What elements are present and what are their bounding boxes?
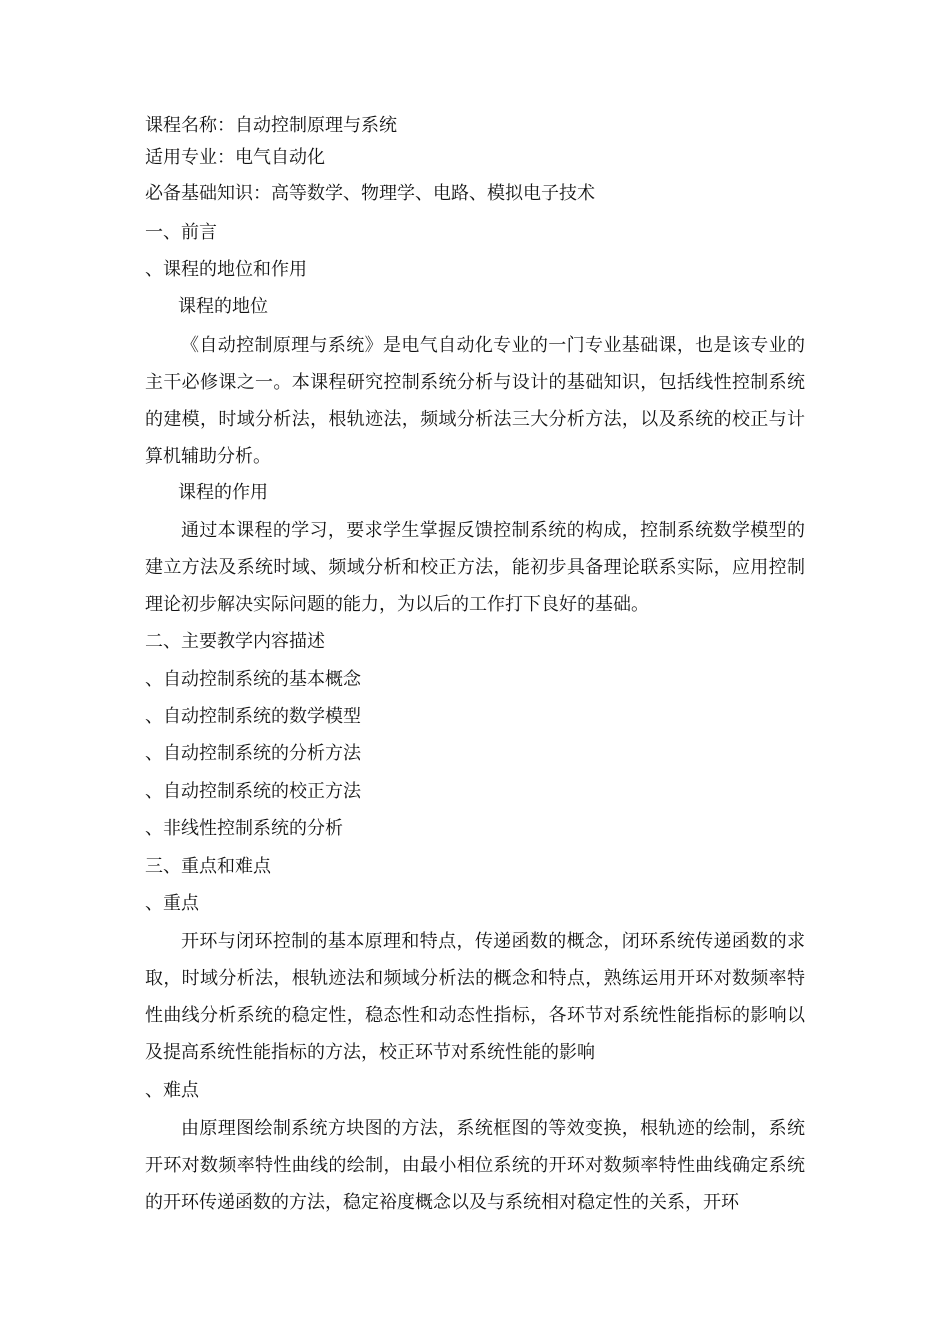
paragraph-title-role: 课程的作用 [178,482,268,503]
list-item: 、自动控制系统的数学模型 [145,706,361,727]
subsection-heading-key: 、重点 [145,893,199,914]
list-item: 、非线性控制系统的分析 [145,818,343,839]
paragraph-position: 《自动控制原理与系统》是电气自动化专业的一门专业基础课，也是该专业的主干必修课之一。本课程研究控制系统分析与设计的基础知识，包括线性控制系统的建模，时域分析法，根轨迹法，频域分析法三大分析方法，以及系统的校正与计算机辅助分析。 [145,335,805,467]
subsection-heading: 、课程的地位和作用 [145,259,307,280]
applicable-major: 适用专业：电气自动化 [145,147,325,168]
paragraph-difficult-points: 由原理图绘制系统方块图的方法，系统框图的等效变换，根轨迹的绘制，系统开环对数频率特性曲线的绘制，由最小相位系统的开环对数频率特性曲线确定系统的开环传递函数的方法，稳定裕度概念以及与系统相对稳定性的关系，开环 [145,1118,805,1213]
section-heading-2: 二、主要教学内容描述 [145,631,325,652]
paragraph-key-points: 开环与闭环控制的基本原理和特点，传递函数的概念，闭环系统传递函数的求取，时域分析法，根轨迹法和频域分析法的概念和特点，熟练运用开环对数频率特性曲线分析系统的稳定性，稳态性和动态性指标，各环节对系统性能指标的影响以及提高系统性能指标的方法，校正环节对系统性能的影响 [145,931,805,1063]
list-item: 、自动控制系统的基本概念 [145,669,361,690]
section-heading-1: 一、前言 [145,222,217,243]
paragraph-title-position: 课程的地位 [178,296,268,317]
prerequisites: 必备基础知识：高等数学、物理学、电路、模拟电子技术 [145,183,595,204]
list-item: 、自动控制系统的分析方法 [145,743,361,764]
section-heading-3: 三、重点和难点 [145,856,271,877]
subsection-heading-difficult: 、难点 [145,1080,199,1101]
paragraph-role: 通过本课程的学习，要求学生掌握反馈控制系统的构成，控制系统数学模型的建立方法及系统时域、频域分析和校正方法，能初步具备理论联系实际，应用控制理论初步解决实际问题的能力，为以后的工作打下良好的基础。 [145,520,805,615]
course-name: 课程名称：自动控制原理与系统 [145,115,397,136]
list-item: 、自动控制系统的校正方法 [145,781,361,802]
